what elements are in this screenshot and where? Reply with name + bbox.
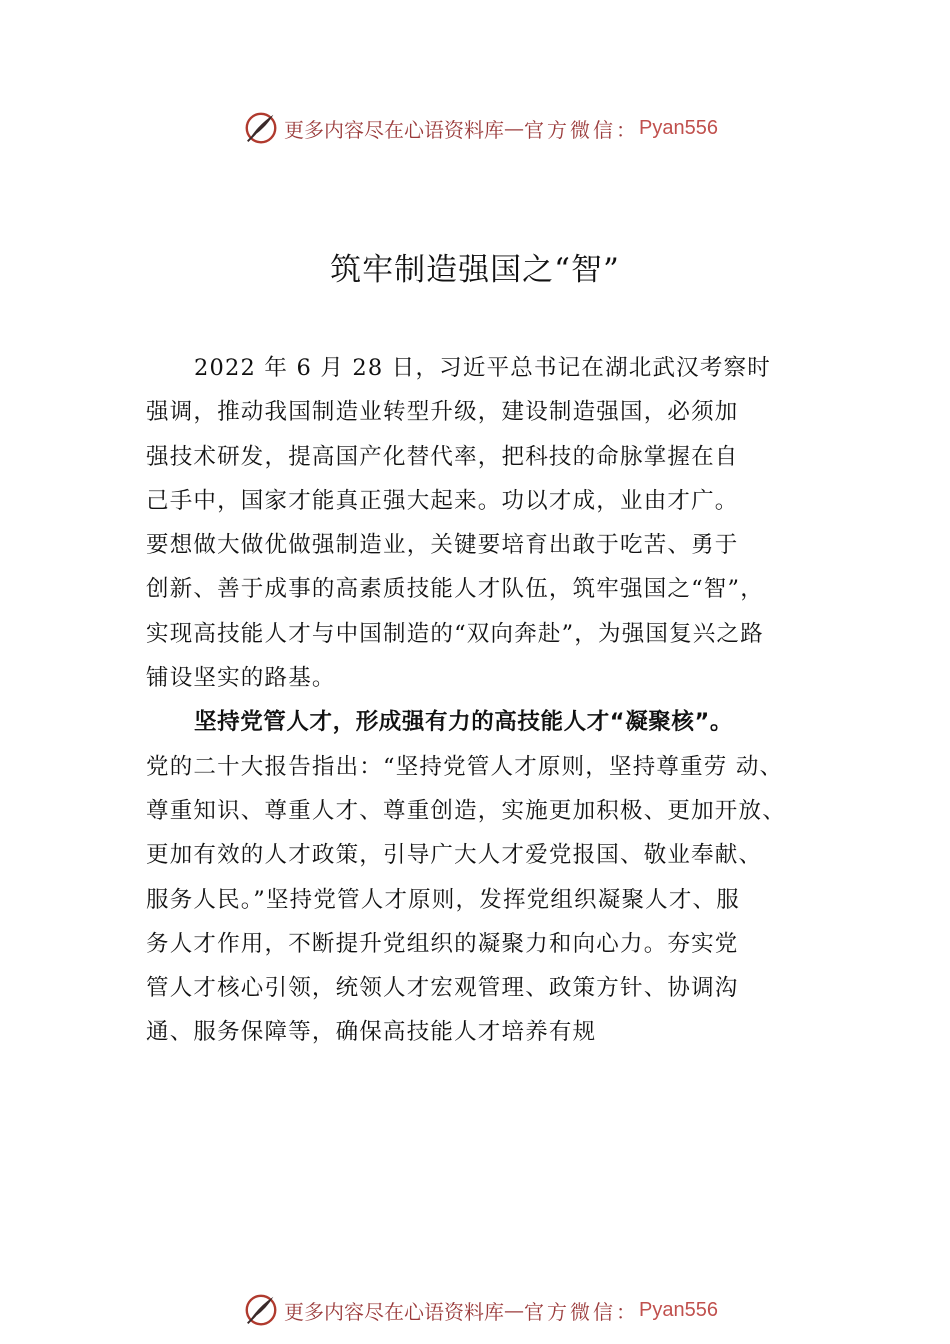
paragraph2-line: 尊重知识、尊重人才、尊重创造，实施更加积极、更加开放、 [146, 797, 786, 824]
paragraph2-heading: 坚持党管人才，形成强有力的高技能人才“凝聚核”。 [194, 709, 733, 736]
paragraph2-line: 务人才作用，不断提升党组织的凝聚力和向心力。夯实党 [146, 930, 739, 957]
paragraph2-line: 通、服务保障等，确保高技能人才培养有规 [146, 1019, 597, 1046]
header-wechat-label: 官方微信： [524, 117, 640, 142]
paragraph2-line: 服务人民。”坚持党管人才原则，发挥党组织凝聚人才、服 [146, 886, 740, 913]
quill-logo-icon [242, 109, 280, 147]
paragraph1-line: 强技术研发，提高国产化替代率，把科技的命脉掌握在自 [146, 443, 739, 470]
paragraph2-line: 管人才核心引领，统领人才宏观管理、政策方针、协调沟 [146, 975, 739, 1002]
header-banner [0, 106, 950, 150]
paragraph1-line: 强调，推动我国制造业转型升级，建设制造强国，必须加 [146, 399, 739, 426]
paragraph1-line: 己手中，国家才能真正强大起来。功以才成，业由才广。 [146, 487, 739, 514]
footer-wechat-label: 官方微信： [524, 1299, 640, 1324]
paragraph1-line: 2022 年 6 月 28 日，习近平总书记在湖北武汉考察时 [194, 355, 771, 381]
footer-wechat-id: Pyan556 [639, 1298, 718, 1321]
document-body [146, 346, 806, 1055]
footer-banner [0, 1288, 950, 1332]
paragraph1-line: 铺设坚实的路基。 [146, 665, 336, 692]
paragraph2-line: 党的二十大报告指出：“坚持党管人才原则，坚持尊重劳 动、 [146, 753, 784, 780]
header-dash: — [504, 116, 525, 140]
header-wechat-id: Pyan556 [639, 116, 718, 139]
paragraph1-line: 实现高技能人才与中国制造的“双向奔赴”，为强国复兴之路 [146, 620, 764, 647]
paragraph1-line: 创新、善于成事的高素质技能人才队伍，筑牢强国之“智”， [146, 576, 764, 603]
quill-logo-icon [242, 1291, 280, 1329]
header-site-text: 更多内容尽在心语资料库 [284, 117, 505, 142]
paragraph1-line: 要想做大做优做强制造业，关键要培育出敢于吃苦、勇于 [146, 532, 739, 559]
paragraph2-line: 更加有效的人才政策，引导广大人才爱党报国、敬业奉献、 [146, 842, 763, 869]
document-title: 筑牢制造强国之“智” [330, 252, 620, 288]
footer-dash: — [504, 1298, 525, 1322]
footer-site-text: 更多内容尽在心语资料库 [284, 1299, 505, 1324]
